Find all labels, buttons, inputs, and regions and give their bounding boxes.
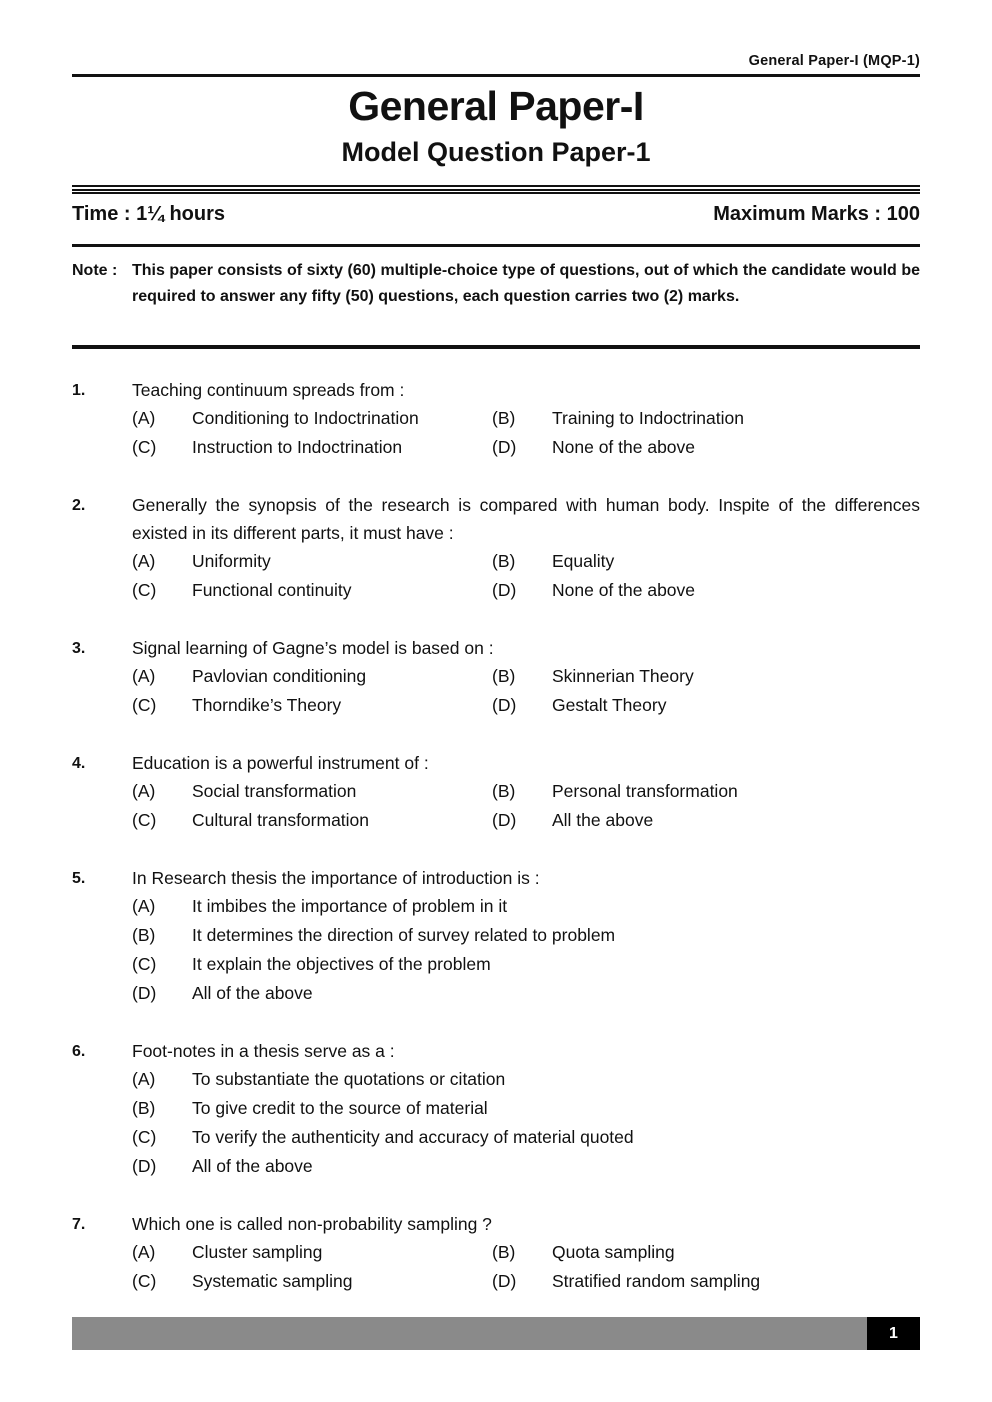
option-text: Social transformation [192,781,357,801]
option-text: Stratified random sampling [552,1271,761,1291]
option-text: Training to Indoctrination [552,408,744,428]
question-list [72,376,920,1325]
page-number: 1 [867,1317,920,1350]
question-number: 6. [72,1043,86,1060]
question-number: 4. [72,755,86,772]
maximum-marks: Maximum Marks : 100 [713,203,920,225]
option-key: (A) [132,781,156,801]
page-subtitle: Model Question Paper-1 [341,137,651,167]
question-number: 1. [72,382,86,399]
option-key: (C) [132,810,157,830]
option-key: (B) [492,408,516,428]
option-text: Equality [552,551,615,571]
question-number: 5. [72,870,86,887]
option-key: (C) [132,695,157,715]
option-text: All the above [552,810,654,830]
option-text: Uniformity [192,551,271,571]
document-page [72,0,920,1402]
question-text: Generally the synopsis of the research is compared with human body. Inspite of the differences existed in its different parts, it must have : [132,495,920,543]
time-allowed: Time : 1¼ hours [72,203,226,225]
question-text: Teaching continuum spreads from : [132,380,405,400]
option-text: Cultural transformation [192,810,370,830]
answer-options [132,662,920,720]
question-item [72,634,920,720]
option-text: Gestalt Theory [552,695,667,715]
option-key: (A) [132,551,156,571]
option-key: (B) [132,1098,156,1118]
option-text: Functional continuity [192,580,352,600]
option-text: It explain the objectives of the problem [192,954,491,974]
option-text: All of the above [192,983,313,1003]
option-key: (D) [492,810,517,830]
option-key: (D) [132,1156,157,1176]
note-text: This paper consists of sixty (60) multiple-choice type of questions, out of which the candidate would be required to answer any fifty (50) questions, each question carries two (2) marks. [132,262,920,305]
question-item [72,491,920,605]
question-text: Foot-notes in a thesis serve as a : [132,1041,395,1061]
option-key: (B) [492,1242,516,1262]
option-text: Skinnerian Theory [552,666,694,686]
option-key: (C) [132,1271,157,1291]
question-number: 2. [72,497,86,514]
question-text: Which one is called non-probability sampling ? [132,1214,492,1234]
option-text: It determines the direction of survey related to problem [192,925,616,945]
option-key: (A) [132,408,156,428]
option-key: (D) [492,1271,517,1291]
option-text: Personal transformation [552,781,738,801]
question-item [72,1037,920,1181]
question-text: Signal learning of Gagne’s model is based on : [132,638,494,658]
option-text: To substantiate the quotations or citation [192,1069,506,1089]
question-number: 7. [72,1216,86,1233]
answer-options [132,777,920,835]
option-text: None of the above [552,437,696,457]
question-text: In Research thesis the importance of introduction is : [132,868,540,888]
option-text: It imbibes the importance of problem in it [192,896,508,916]
option-text: To verify the authenticity and accuracy of material quoted [192,1127,634,1147]
option-key: (C) [132,437,157,457]
option-text: To give credit to the source of material [192,1098,488,1118]
footer-bar [72,1317,920,1350]
question-text: Education is a powerful instrument of : [132,753,429,773]
question-item [72,376,920,462]
answer-options [132,404,920,462]
top-divider [72,74,920,77]
option-key: (A) [132,1242,156,1262]
option-key: (B) [492,666,516,686]
answer-options [132,547,920,605]
option-key: (B) [132,925,156,945]
answer-options [132,1065,920,1181]
question-number: 3. [72,640,86,657]
meta-divider [72,244,920,247]
note-label: Note : [72,262,118,279]
question-item [72,1210,920,1296]
option-key: (D) [492,695,517,715]
answer-options [132,1238,920,1296]
option-text: Systematic sampling [192,1271,353,1291]
option-text: Conditioning to Indoctrination [192,408,419,428]
running-header: General Paper-I (MQP-1) [748,53,920,69]
option-key: (C) [132,1127,157,1147]
question-item [72,864,920,1008]
instructions-note [72,258,920,309]
option-text: Instruction to Indoctrination [192,437,403,457]
option-key: (D) [492,437,517,457]
option-text: Cluster sampling [192,1242,323,1262]
option-text: Thorndike’s Theory [192,695,342,715]
option-key: (A) [132,666,156,686]
option-text: None of the above [552,580,696,600]
answer-options [132,892,920,1008]
option-key: (B) [492,781,516,801]
option-key: (C) [132,580,157,600]
option-text: Pavlovian conditioning [192,666,367,686]
exam-meta [72,203,920,226]
option-key: (A) [132,1069,156,1089]
option-key: (A) [132,896,156,916]
note-divider [72,345,920,349]
question-item [72,749,920,835]
title-divider [72,185,920,194]
option-key: (D) [132,983,157,1003]
option-text: All of the above [192,1156,313,1176]
option-key: (C) [132,954,157,974]
option-key: (D) [492,580,517,600]
page-title: General Paper-I [348,83,644,129]
option-text: Quota sampling [552,1242,675,1262]
option-key: (B) [492,551,516,571]
